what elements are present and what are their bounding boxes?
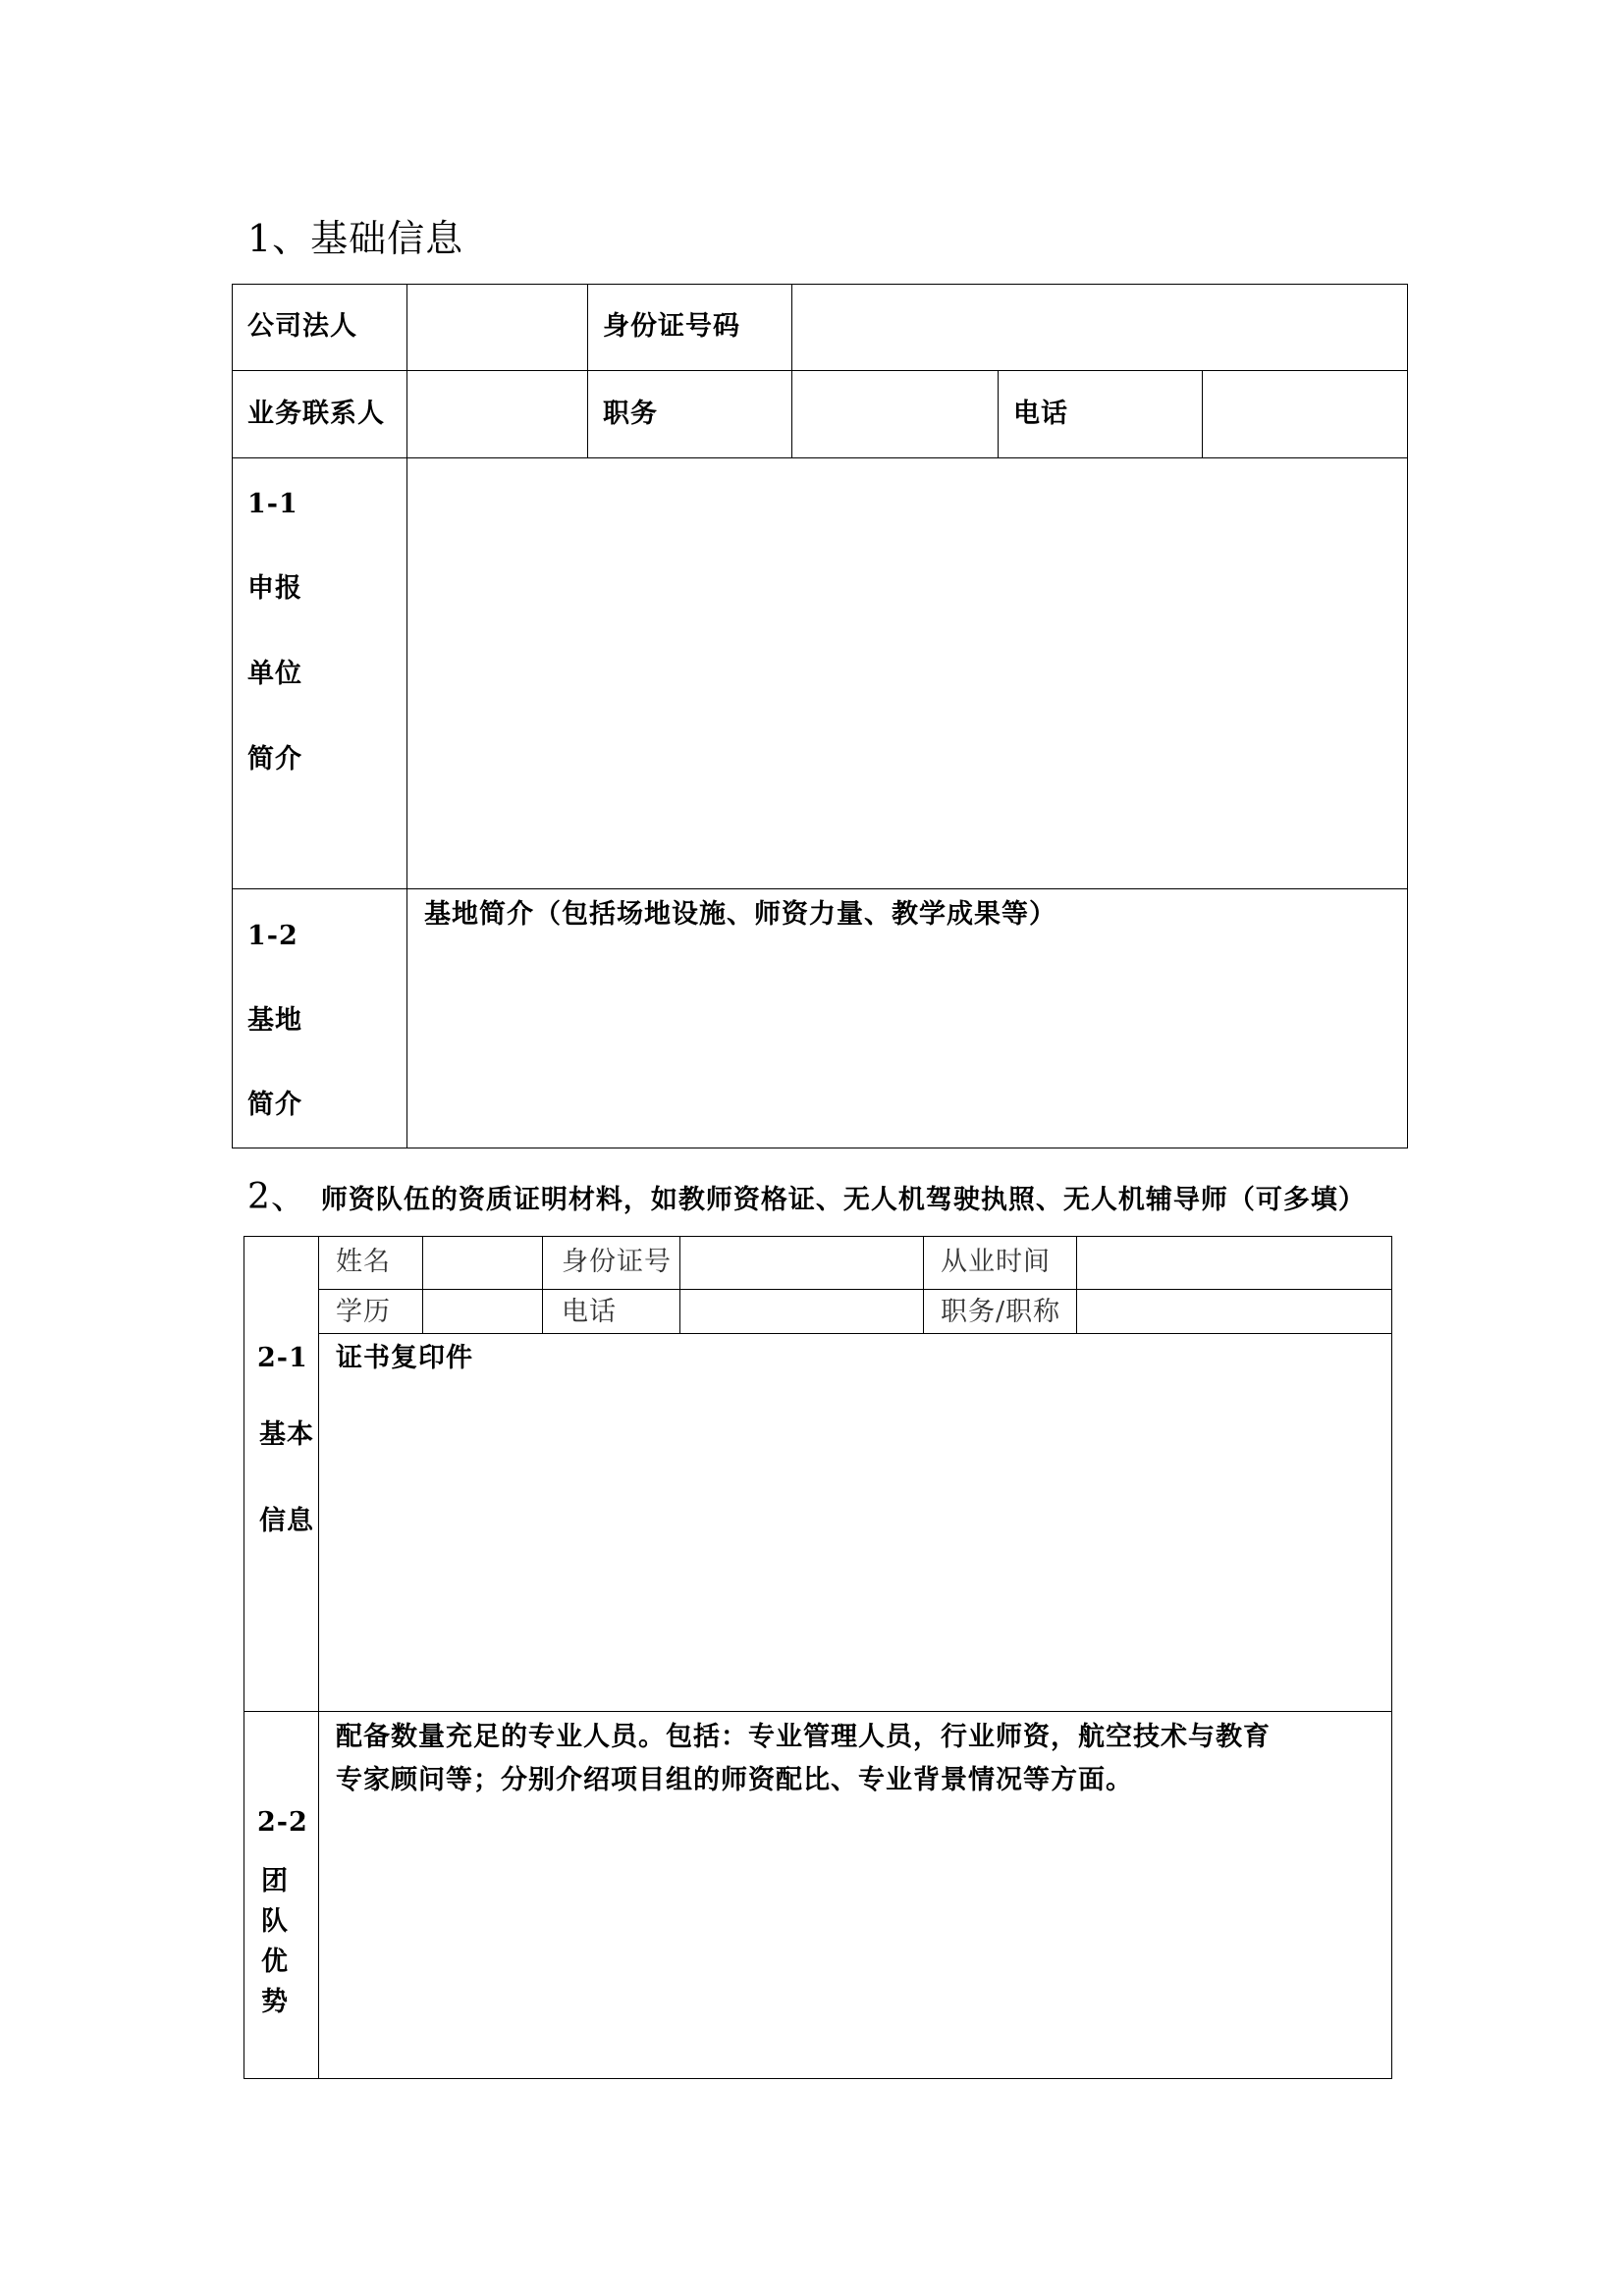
certificate-copy-area[interactable] <box>320 1384 1389 1709</box>
team-advantage-area[interactable] <box>320 1806 1389 2076</box>
education-field[interactable] <box>424 1291 540 1331</box>
position-field[interactable] <box>793 372 996 455</box>
team-advantage-text-line2: 专家顾问等；分别介绍项目组的师资配比、专业背景情况等方面。 <box>336 1765 1133 1795</box>
s2-1-number: 2-1 <box>257 1343 308 1373</box>
section1-title: 1、基础信息 <box>247 217 464 260</box>
company-intro-field[interactable] <box>408 459 1406 886</box>
phone-field[interactable] <box>1204 372 1406 455</box>
id-label: 身份证号 <box>562 1247 672 1277</box>
s2-1-line: 基本 <box>259 1419 314 1450</box>
phone-label: 电话 <box>1013 399 1068 429</box>
phone-field[interactable] <box>681 1291 921 1331</box>
education-label: 学历 <box>336 1297 391 1327</box>
certificate-copy-label: 证书复印件 <box>336 1343 473 1373</box>
s2-2-char: 队 <box>261 1906 289 1937</box>
s2-2-number: 2-2 <box>257 1807 308 1838</box>
contact-person-label: 业务联系人 <box>247 399 385 429</box>
s2-2-char: 优 <box>261 1947 289 1977</box>
s2-1-line: 信息 <box>259 1506 314 1536</box>
s1-2-line: 基地 <box>247 1005 302 1036</box>
contact-person-field[interactable] <box>408 372 585 455</box>
s1-2-number: 1-2 <box>247 921 298 951</box>
s1-1-line: 单位 <box>247 659 302 689</box>
job-title-field[interactable] <box>1078 1291 1389 1331</box>
base-intro-field[interactable] <box>408 937 1406 1146</box>
s1-1-line: 申报 <box>247 573 302 604</box>
id-field[interactable] <box>681 1238 921 1287</box>
position-label: 职务 <box>603 399 658 429</box>
team-advantage-text-line1: 配备数量充足的专业人员。包括：专业管理人员，行业师资，航空技术与教育 <box>336 1722 1271 1752</box>
section2-number: 2、 <box>247 1177 307 1217</box>
work-time-field[interactable] <box>1078 1238 1389 1287</box>
section2-title-text: 师资队伍的资质证明材料，如教师资格证、无人机驾驶执照、无人机辅导师（可多填） <box>320 1185 1366 1215</box>
s1-1-number: 1-1 <box>247 489 298 519</box>
s2-2-char: 势 <box>261 1987 289 2017</box>
name-field[interactable] <box>424 1238 540 1287</box>
section2-title <box>247 1177 1366 1217</box>
work-time-label: 从业时间 <box>941 1247 1051 1277</box>
s1-2-line: 简介 <box>247 1090 302 1120</box>
name-label: 姓名 <box>336 1247 391 1277</box>
phone-label: 电话 <box>562 1297 617 1327</box>
s1-1-line: 简介 <box>247 744 302 774</box>
legal-person-label: 公司法人 <box>247 311 357 342</box>
job-title-label: 职务/职称 <box>941 1297 1061 1327</box>
base-intro-hint: 基地简介（包括场地设施、师资力量、教学成果等） <box>424 899 1056 930</box>
id-number-field[interactable] <box>793 286 1406 368</box>
legal-person-field[interactable] <box>408 286 585 368</box>
s2-2-char: 团 <box>261 1866 289 1896</box>
id-number-label: 身份证号码 <box>603 311 740 342</box>
